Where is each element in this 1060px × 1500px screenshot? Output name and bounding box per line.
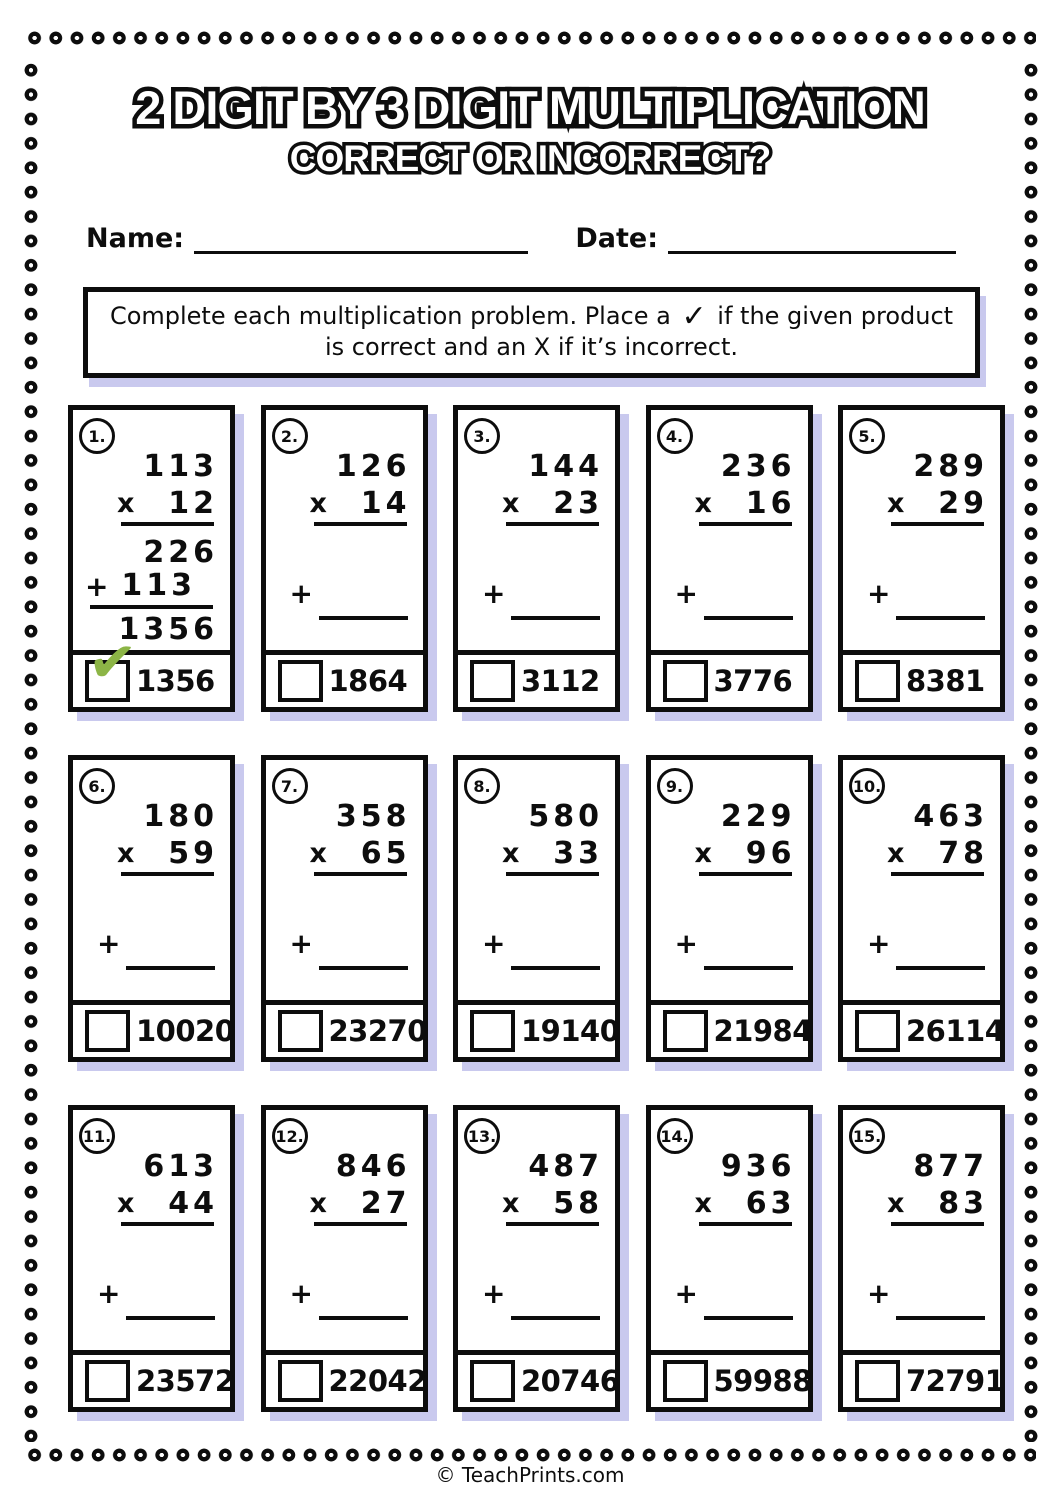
multiplicand: 580: [528, 799, 603, 834]
multiplication-line: [121, 522, 214, 526]
multiplication-line: [699, 1222, 792, 1226]
problem-card: [261, 1105, 428, 1412]
blank-workspace: [651, 928, 808, 958]
problem-number-badge: [464, 1118, 500, 1154]
problem-work-area: [843, 1110, 1000, 1350]
multiplicand: 846: [335, 1149, 411, 1184]
problem-work-area: [458, 410, 615, 650]
multiplier: 44: [168, 1186, 218, 1221]
partial-product-2: 113: [121, 568, 196, 603]
plus-sign: +: [482, 1277, 506, 1310]
problem-card: [68, 755, 235, 1062]
multiplier-row: [651, 832, 808, 871]
plus-sign: +: [674, 1277, 698, 1310]
worksheet-subtitle: CORRECT OR INCORRECT? CORRECT OR INCORRECT?: [0, 138, 1060, 180]
answer-strip: [266, 1000, 427, 1057]
answer-strip: [843, 1350, 1005, 1407]
partial-product-1: 226: [143, 535, 218, 570]
plus-row: [663, 578, 793, 608]
blank-workspace: [266, 1278, 423, 1308]
answer-strip: [73, 626, 230, 707]
sum-blank-line[interactable]: [319, 940, 408, 970]
given-product: 23270: [328, 1014, 427, 1048]
answer-checkbox[interactable]: [278, 1360, 323, 1402]
problem-number: 13.: [467, 1126, 497, 1146]
problem-work-area: [266, 760, 423, 1000]
multiplication-line: [314, 522, 407, 526]
plus-row: [278, 578, 408, 608]
instructions-box: [83, 287, 980, 378]
problem-work-area: [73, 760, 230, 1000]
instructions-line-2: is correct and an X if it’s incorrect.: [325, 333, 738, 361]
problem-number: 2.: [280, 426, 299, 446]
name-label: Name:: [86, 223, 185, 255]
problem-number: 3.: [473, 426, 491, 446]
sum-blank-line[interactable]: [319, 1290, 408, 1320]
problem-number-badge: [272, 418, 308, 454]
multiplier: 78: [938, 836, 988, 871]
multiplicand: 613: [143, 1149, 218, 1184]
problem-card: [646, 1105, 813, 1412]
multiplier: 14: [360, 486, 411, 521]
given-product: 3776: [713, 664, 793, 698]
site-credit: © TeachPrints.com: [435, 1463, 625, 1487]
date-label: Date:: [575, 223, 658, 255]
plus-sign: +: [867, 927, 891, 960]
problem-number-badge: [849, 418, 885, 454]
blank-workspace: [266, 928, 423, 958]
check-icon: ✓: [681, 299, 707, 334]
answer-strip: [651, 1000, 812, 1057]
answer-strip: [458, 1350, 620, 1407]
blank-workspace: [651, 578, 808, 608]
plus-row: [663, 928, 793, 958]
blank-workspace: [843, 578, 1000, 608]
name-input-line[interactable]: [194, 222, 528, 254]
multiplier: 96: [745, 836, 796, 871]
instructions-text-before-check: Complete each multiplication problem. Place a: [109, 302, 671, 330]
multiplier-row: [458, 1182, 615, 1221]
multiply-sign: x: [694, 838, 712, 869]
answer-checkbox[interactable]: [855, 1010, 900, 1052]
multiply-sign: x: [502, 1188, 520, 1219]
answer-checkbox[interactable]: [663, 1360, 708, 1402]
plus-row: [278, 928, 408, 958]
problem-number-badge: [79, 418, 115, 454]
problem-number: 7.: [280, 776, 299, 796]
multiplier-row: [73, 832, 230, 871]
sum-blank-line[interactable]: [896, 590, 985, 620]
answer-checkbox[interactable]: [85, 626, 139, 702]
sum-blank-line[interactable]: [704, 590, 793, 620]
plus-sign: +: [289, 577, 313, 610]
problem-card: [838, 755, 1005, 1062]
given-product: 10020: [136, 1014, 235, 1048]
multiply-sign: x: [309, 1188, 327, 1219]
problem-card: [646, 755, 813, 1062]
multiplier: 59: [168, 836, 218, 871]
plus-row: [470, 578, 600, 608]
answer-checkbox[interactable]: [470, 1360, 515, 1402]
sum-blank-line[interactable]: [511, 590, 600, 620]
problem-card: [646, 405, 813, 712]
problem-work-area: [651, 760, 808, 1000]
multiplier: 12: [168, 486, 218, 521]
multiplier: 16: [745, 486, 796, 521]
problem-work-area: [651, 410, 808, 650]
problem-number-badge: [849, 1118, 885, 1154]
problem-number: 4.: [665, 426, 684, 446]
plus-row: [470, 1278, 600, 1308]
problem-card: [261, 405, 428, 712]
blank-workspace: [73, 928, 230, 958]
problem-card: [453, 405, 620, 712]
plus-sign: +: [482, 927, 506, 960]
problem-number: 15.: [852, 1126, 882, 1146]
multiplication-line: [314, 872, 407, 876]
plus-row: [663, 1278, 793, 1308]
problem-work-area: [458, 760, 615, 1000]
problem-number-badge: [79, 768, 115, 804]
answer-strip: [73, 1000, 235, 1057]
problem-card: [68, 405, 235, 712]
date-input-line[interactable]: [668, 222, 956, 254]
answer-strip: [843, 1000, 1005, 1057]
plus-sign: +: [289, 1277, 313, 1310]
multiplication-line: [314, 1222, 407, 1226]
answer-checkbox[interactable]: [855, 1360, 900, 1402]
answer-strip: [458, 650, 615, 707]
answer-checkbox[interactable]: [85, 1360, 130, 1402]
problem-number: 8.: [473, 776, 491, 796]
sum-blank-line[interactable]: [896, 940, 985, 970]
plus-sign: +: [482, 577, 506, 610]
problem-number-badge: [849, 768, 885, 804]
plus-row: [85, 928, 215, 958]
multiplier: 33: [553, 836, 603, 871]
multiplicand: 936: [720, 1149, 796, 1184]
multiplier: 29: [938, 486, 988, 521]
multiplier-row: [266, 1182, 423, 1221]
multiplier-row: [843, 482, 1000, 521]
problem-card: [261, 755, 428, 1062]
sum-blank-line[interactable]: [126, 1290, 215, 1320]
multiply-sign: x: [887, 1188, 905, 1219]
blank-workspace: [843, 928, 1000, 958]
multiply-sign: x: [117, 488, 135, 519]
blank-workspace: [843, 1278, 1000, 1308]
given-product: 20746: [521, 1364, 620, 1398]
problem-work-area: [651, 1110, 808, 1350]
multiply-sign: x: [117, 838, 135, 869]
problem-card: [838, 1105, 1005, 1412]
blank-workspace: [458, 578, 615, 608]
plus-sign: +: [867, 1277, 891, 1310]
answer-strip: [73, 1350, 235, 1407]
problem-work-area: [73, 1110, 230, 1350]
multiply-sign: x: [887, 488, 905, 519]
problem-work-area: [843, 760, 1000, 1000]
blank-workspace: [266, 578, 423, 608]
multiplier: 27: [360, 1186, 411, 1221]
answer-checkbox[interactable]: [470, 1010, 515, 1052]
given-product: 23572: [136, 1364, 235, 1398]
answer-checkbox[interactable]: [85, 1010, 130, 1052]
problem-number-badge: [657, 1118, 693, 1154]
plus-row: [855, 928, 985, 958]
multiplier: 63: [745, 1186, 796, 1221]
multiplier-row: [843, 832, 1000, 871]
plus-sign: +: [289, 927, 313, 960]
problem-number-badge: [272, 1118, 308, 1154]
given-product: 21984: [713, 1014, 812, 1048]
dotted-border-top: [24, 31, 1036, 45]
problem-number: 12.: [275, 1126, 304, 1146]
instructions-line-1: [94, 301, 969, 332]
product: 1356: [118, 612, 218, 647]
multiplicand: 463: [913, 799, 988, 834]
problem-number: 14.: [660, 1126, 689, 1146]
problem-work-area: [458, 1110, 615, 1350]
plus-sign: +: [97, 1277, 121, 1310]
answer-strip: [843, 650, 1000, 707]
problem-number: 6.: [88, 776, 106, 796]
problem-work-area: [266, 410, 423, 650]
blank-workspace: [458, 928, 615, 958]
multiply-sign: x: [694, 488, 712, 519]
multiply-sign: x: [887, 838, 905, 869]
multiplication-line: [891, 522, 984, 526]
multiplicand: 877: [913, 1149, 988, 1184]
multiplier-row: [266, 832, 423, 871]
answer-strip: [458, 1000, 620, 1057]
multiplication-line: [699, 872, 792, 876]
multiplicand: 126: [335, 449, 411, 484]
given-product: 26114: [906, 1014, 1005, 1048]
plus-sign: +: [97, 927, 121, 960]
sum-blank-line[interactable]: [511, 1290, 600, 1320]
multiplication-line: [506, 872, 599, 876]
sum-blank-line[interactable]: [896, 1290, 985, 1320]
problem-number-badge: [464, 768, 500, 804]
problem-number-badge: [464, 418, 500, 454]
partial-product-2-row: [73, 568, 230, 603]
answer-checkbox[interactable]: [278, 660, 323, 702]
multiplication-line: [891, 872, 984, 876]
answer-strip: [266, 650, 423, 707]
sum-blank-line[interactable]: [319, 590, 408, 620]
checkmark-icon: ✔: [85, 626, 139, 698]
given-product: 19140: [521, 1014, 620, 1048]
problem-number: 1.: [88, 426, 106, 446]
problem-number: 9.: [665, 776, 684, 796]
plus-row: [855, 1278, 985, 1308]
given-product: 22042: [328, 1364, 427, 1398]
sum-blank-line[interactable]: [126, 940, 215, 970]
plus-sign: +: [85, 570, 109, 603]
problem-work-area: [73, 410, 230, 650]
sum-line: [90, 605, 213, 609]
plus-sign: +: [674, 927, 698, 960]
problems-grid: [68, 405, 1005, 1412]
dotted-border-bottom: [24, 1448, 1036, 1462]
multiplier-row: [651, 1182, 808, 1221]
given-product: 8381: [906, 664, 985, 698]
given-product: 59988: [713, 1364, 812, 1398]
problem-card: [453, 1105, 620, 1412]
answer-strip: [266, 1350, 427, 1407]
given-product: 3112: [521, 664, 600, 698]
multiplier-row: [73, 482, 230, 521]
dotted-border-left: [24, 58, 38, 1442]
sum-blank-line[interactable]: [704, 1290, 793, 1320]
multiplier-row: [266, 482, 423, 521]
multiplication-line: [506, 522, 599, 526]
multiply-sign: x: [502, 488, 520, 519]
name-date-row: [86, 222, 956, 254]
problem-number: 5.: [858, 426, 876, 446]
multiplication-line: [506, 1222, 599, 1226]
multiplier-row: [651, 482, 808, 521]
multiply-sign: x: [309, 488, 327, 519]
plus-row: [278, 1278, 408, 1308]
problem-number: 11.: [82, 1126, 112, 1146]
multiplicand: 358: [335, 799, 411, 834]
worksheet-title: 2 DIGIT BY 3 DIGIT MULTIPLICATION 2 DIGIT BY 3 DIGIT MULTIPLICATION: [0, 80, 1060, 135]
multiplication-line: [699, 522, 792, 526]
answer-checkbox[interactable]: [278, 1010, 323, 1052]
multiply-sign: x: [502, 838, 520, 869]
multiplicand: 180: [143, 799, 218, 834]
blank-workspace: [73, 1278, 230, 1308]
instructions-text-after-check: if the given product: [717, 302, 954, 330]
blank-workspace: [458, 1278, 615, 1308]
problem-card: [838, 405, 1005, 712]
sum-blank-line[interactable]: [704, 940, 793, 970]
blank-workspace: [651, 1278, 808, 1308]
multiplier: 23: [553, 486, 603, 521]
given-product: 72791: [906, 1364, 1005, 1398]
multiplier-row: [843, 1182, 1000, 1221]
problem-number-badge: [657, 768, 693, 804]
problem-card: [68, 1105, 235, 1412]
multiplier-row: [458, 832, 615, 871]
given-product: 1356: [136, 664, 215, 698]
multiply-sign: x: [309, 838, 327, 869]
multiplicand: 487: [528, 1149, 603, 1184]
multiplier: 65: [360, 836, 411, 871]
problem-number: 10.: [852, 776, 882, 796]
plus-row: [470, 928, 600, 958]
plus-row: [85, 1278, 215, 1308]
multiplicand: 113: [143, 449, 218, 484]
dotted-border-right: [1024, 58, 1038, 1442]
answer-checkbox[interactable]: [855, 660, 900, 702]
problem-number-badge: [272, 768, 308, 804]
problem-number-badge: [79, 1118, 115, 1154]
multiplier-row: [458, 482, 615, 521]
answer-strip: [651, 650, 808, 707]
multiplicand: 144: [528, 449, 603, 484]
answer-checkbox[interactable]: [470, 660, 515, 702]
multiplication-line: [121, 1222, 214, 1226]
plus-row: [855, 578, 985, 608]
problem-card: [453, 755, 620, 1062]
problem-number-badge: [657, 418, 693, 454]
multiply-sign: x: [117, 1188, 135, 1219]
plus-sign: +: [674, 577, 698, 610]
answer-strip: [651, 1350, 812, 1407]
multiplicand: 229: [720, 799, 796, 834]
multiplication-line: [891, 1222, 984, 1226]
multiplier: 58: [553, 1186, 603, 1221]
multiplication-line: [121, 872, 214, 876]
plus-sign: +: [867, 577, 891, 610]
multiply-sign: x: [694, 1188, 712, 1219]
multiplier-row: [73, 1182, 230, 1221]
multiplicand: 289: [913, 449, 988, 484]
answer-checkbox[interactable]: [663, 1010, 708, 1052]
problem-work-area: [266, 1110, 423, 1350]
given-product: 1864: [328, 664, 408, 698]
multiplier: 83: [938, 1186, 988, 1221]
problem-work-area: [843, 410, 1000, 650]
sum-blank-line[interactable]: [511, 940, 600, 970]
multiplicand: 236: [720, 449, 796, 484]
answer-checkbox[interactable]: [663, 660, 708, 702]
